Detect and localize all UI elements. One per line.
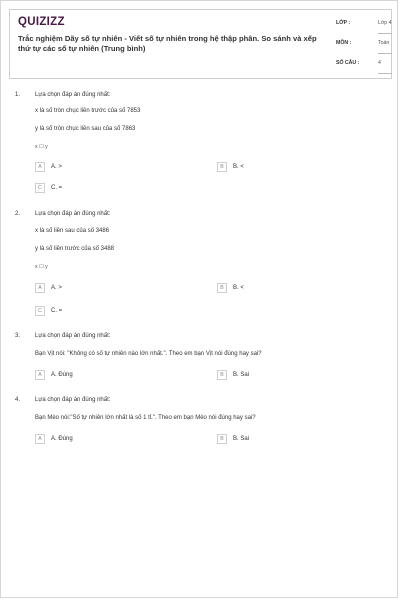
choice-label: C. = [51,185,63,191]
question-number: 1. [15,92,21,98]
question-prompt: Lựa chọn đáp án đúng nhất: [35,333,111,339]
question-line: y là số liền trước của số 3488 [35,246,114,252]
question-line: Bạn Mèo nói:"Số tự nhiên lớn nhất là số 1 tỉ.". Theo em bạn Mèo nói đúng hay sai? [35,415,256,421]
choice-label: B. < [233,285,244,291]
choice-letter-box: B [217,370,227,380]
grade-value: Lớp 4 [378,20,392,26]
question-number: 2. [15,211,21,217]
question-line: x là số liền sau của số 3486 [35,228,110,234]
meta-divider [378,53,392,54]
meta-info [336,16,390,76]
choice-letter-box: B [217,434,227,444]
subject-value: Toán [378,40,390,46]
quizizz-logo: QUIZIZZ [18,16,65,28]
choice-label: B. Sai [233,372,250,378]
choice-letter-box: C [35,183,45,193]
question-count-label: SỐ CÂU : [336,60,360,66]
choice-label: A. Đúng [51,436,73,442]
question-prompt: Lựa chọn đáp án đúng nhất: [35,397,111,403]
meta-row-subject [336,36,390,56]
question-line: Bạn Vịt nói: "Không có số tự nhiên nào lớn nhất.". Theo em bạn Vịt nói đúng hay sai? [35,351,262,357]
worksheet-header [9,9,392,79]
choice-letter-box: A [35,434,45,444]
question-number: 3. [15,333,21,339]
question-prompt: Lựa chọn đáp án đúng nhất: [35,211,111,217]
choice-label: A. > [51,164,62,170]
subject-label: MÔN : [336,40,352,46]
choice-label: A. Đúng [51,372,73,378]
choice-letter-box: C [35,306,45,316]
choice-letter-box: B [217,283,227,293]
choice-label: C. = [51,308,63,314]
meta-divider [378,33,392,34]
meta-row-count [336,56,390,76]
question-line: x ☐ y [35,144,48,150]
meta-divider [378,73,392,74]
question-line: y là số tròn chục liền sau của số 7863 [35,126,136,132]
choice-letter-box: A [35,370,45,380]
choice-letter-box: B [217,162,227,172]
choice-letter-box: A [35,283,45,293]
question-prompt: Lựa chọn đáp án đúng nhất: [35,92,111,98]
grade-label: LỚP : [336,20,351,26]
question-line: x ☐ y [35,264,48,270]
question-line: x là số tròn chục liền trước của số 7853 [35,108,141,114]
choice-letter-box: A [35,162,45,172]
choice-label: B. < [233,164,244,170]
question-number: 4. [15,397,21,403]
meta-row-grade [336,16,390,36]
choice-label: B. Sai [233,436,250,442]
worksheet-title: Trắc nghiệm Dãy số tự nhiên - Viết số tự nhiên trong hệ thập phân. So sánh và xếp thứ tự các số tự nhiên (Trung bình) [18,34,317,53]
question-count-value: 4 [378,60,381,66]
choice-label: A. > [51,285,62,291]
